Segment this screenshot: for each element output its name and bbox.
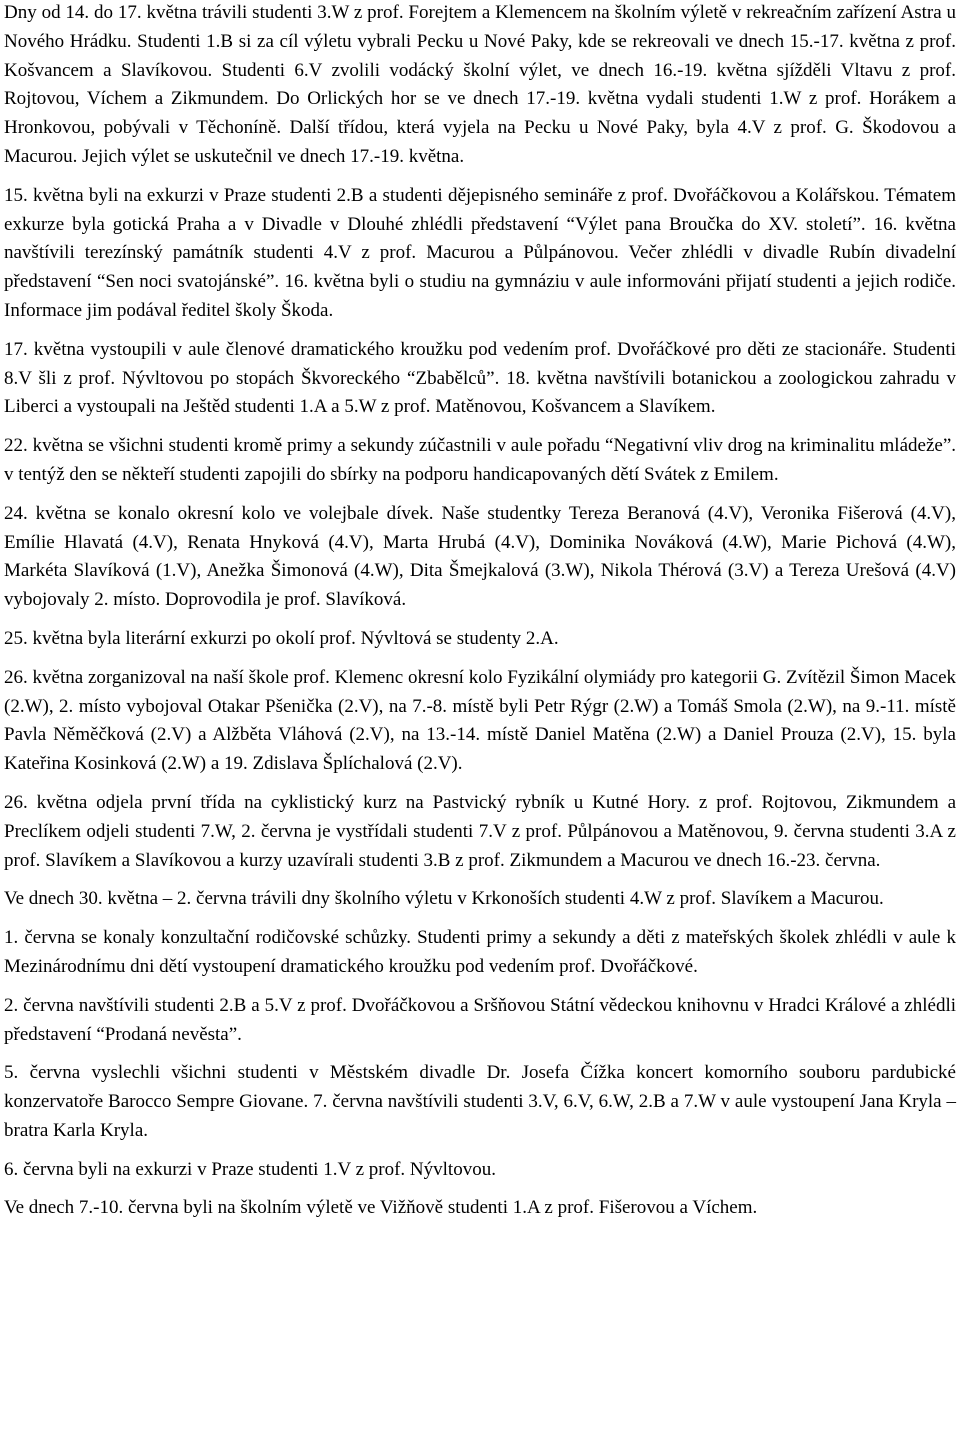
paragraph-parent-meetings-june-1: 1. června se konaly konzultační rodičovské schůzky. Studenti primy a sekundy a děti z mateřských školek zhlédli v aule k Mezinárodnímu dni dětí vystoupení dramatického kroužku pod vedením prof. Dvořáčkové. [4,927,956,977]
paragraph-viznov-trip-june-7-10: Ve dnech 7.-10. června byli na školním výletě ve Vižňově studenti 1.A z prof. Fišerovou a Víchem. [4,1197,758,1219]
paragraph-concert-june-5: 5. června vyslechli všichni studenti v Městském divadle Dr. Josefa Čížka koncert komorního souboru pardubické konzervatoře Barocco Sempre Giovane. 7. června navštívili studenti 3.V, 6.V, 6.W, 2.B a 7.W v aule vystoupení Jana Kryla – bratra Karla Kryla. [4,1062,956,1141]
paragraph-drug-program-may-22: 22. května se všichni studenti kromě primy a sekundy zúčastnili v aule pořadu “Negativní vliv drog na kriminalitu mládeže”. v tentýž den se někteří studenti zapojili do sbírky na podporu handicapovaných dětí Svátek z Emilem. [4,435,956,485]
paragraph-drama-club-may-17: 17. května vystoupili v aule členové dramatického kroužku pod vedením prof. Dvořáčkové pro děti ze stacionáře. Studenti 8.V šli z prof. Nývltovou po stopách Škvoreckého “Zbabělců”. 18. května navštívili botanickou a zoologickou zahradu v Liberci a vystoupali na Ještěd studenti 1.A a 5.W z prof. Matěnovou, Košvancem a Slavíkem. [4,338,956,418]
paragraph-library-visit-june-2: 2. června navštívili studenti 2.B a 5.V z prof. Dvořáčkovou a Sršňovou Státní vědeckou knihovnu v Hradci Králové a zhlédli představení “Prodaná nevěsta”. [4,994,956,1045]
paragraph-literary-excursion-may-25: 25. května byla literární exkurzi po okolí prof. Nývltová se studenty 2.A. [4,627,559,649]
paragraph-krkonose-trip: Ve dnech 30. května – 2. června trávili dny školního výletu v Krkonoších studenti 4.W z prof. Slavíkem a Macurou. [4,888,884,910]
paragraph-prague-excursion-june-6: 6. června byli na exkurzi v Praze studenti 1.V z prof. Nývltovou. [4,1158,496,1180]
paragraph-physics-olympiad-may-26: 26. května zorganizoval na naší škole prof. Klemenc okresní kolo Fyzikální olymiády pro kategorii G. Zvítězil Šimon Macek (2.W), 2. místo vybojoval Otakar Pšenička (2.V), na 7.-8. místě byli Petr Rýgr (2.W) a Tomáš Smola (2.W), na 9.-11. místě Pavla Něměčková (2.V) a Alžběta Vláhová (2.V), na 13.-14. místě Daniel Matěna (2.W) a Daniel Prouza (2.V), 15. byla Kateřina Kosinková (2.W) a 19. Zdislava Šplíchalová (2.V). [4,666,956,775]
paragraph-school-trips-may-14-17: Dny od 14. do 17. května trávili studenti 3.W z prof. Forejtem a Klemencem na školním výletě v rekreačním zařízení Astra u Nového Hrádku. Studenti 1.B si za cíl výletu vybrali Pecku u Nové Paky, kde se rekreovali ve dnech 15.-17. května z prof. Košvancem a Slavíkovou. Studenti 6.V zvolili vodácký školní výlet, ve dnech 16.-19. května sjížděli Vltavu z prof. Rojtovou, Víchem a Zikmundem. Do Orlických hor se ve dnech 17.-19. května vydali studenti 1.W z prof. Horákem a Hronkovou, pobývali v Těchoníně. Další třídou, která vyjela na Pecku u Nové Paky, byla 4.V z prof. G. Škodovou a Macurou. Jejich výlet se uskutečnil ve dnech 17.-19. května. [4,2,956,167]
paragraph-volleyball-may-24: 24. května se konalo okresní kolo ve volejbale dívek. Naše studentky Tereza Beranová (4.V), Veronika Fišerová (4.V), Emílie Hlavatá (4.V), Renata Hnyková (4.V), Marta Hrubá (4.V), Dominika Nováková (4.W), Marie Pichová (4.W), Markéta Slavíková (1.V), Anežka Šimonová (4.W), Dita Šmejkalová (3.W), Nikola Thérová (3.V) a Tereza Urešová (4.V) vybojovaly 2. místo. Doprovodila je prof. Slavíková. [4,502,956,611]
paragraph-cycling-course-may-26: 26. května odjela první třída na cyklistický kurz na Pastvický rybník u Kutné Hory. z prof. Rojtovou, Zikmundem a Preclíkem odjeli studenti 7.W, 2. června je vystřídali studenti 7.V z prof. Půlpánovou a Matěnovou, 9. června studenti 3.A z prof. Slavíkem a Slavíkovou a kurzy uzavírali studenti 3.B z prof. Zikmundem a Macurou ve dnech 16.-23. června. [4,791,956,871]
paragraph-prague-excursion-may-15: 15. května byli na exkurzi v Praze studenti 2.B a studenti dějepisného semináře z prof. Dvořáčkovou a Kolářskou. Tématem exkurze byla gotická Praha a v Divadle v Dlouhé zhlédli představení “Výlet pana Broučka do XV. století”. 16. května navštívili terezínský památník studenti 4.V z prof. Macurou a Půlpánovou. Večer zhlédli v divadle Rubín divadelní představení “Sen noci svatojánské”. 16. května byli o studiu na gymnáziu v aule informováni přijatí studenti a jejich rodiče. Informace jim podával ředitel školy Škoda. [4,184,956,321]
document-page [4,0,956,1223]
